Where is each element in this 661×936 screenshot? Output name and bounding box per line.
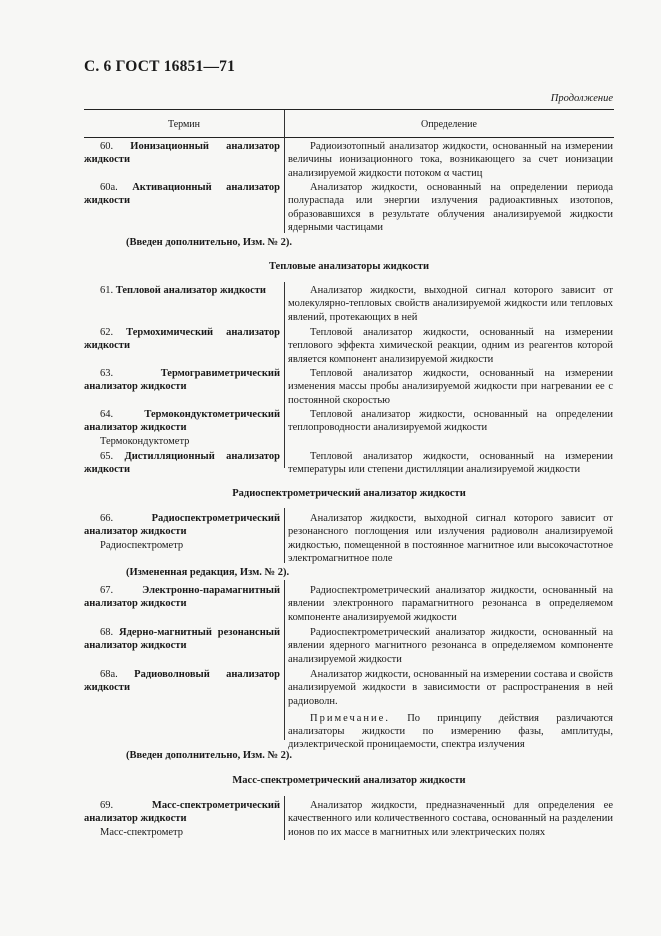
column-divider — [284, 110, 285, 137]
term-definition-text: Анализатор жидкости, основанный на измерении состава и свойств анализируемой жидкости в зависимости от распространения в ней радиоволн. — [288, 669, 613, 707]
note-label: Примечание. — [310, 712, 390, 724]
term-definition: Радиоспектрометрический анализатор жидкости, основанный на явлении ядерного магнитного резонанса в определяемом компоненте анализируемой жидкости — [288, 627, 613, 665]
table-header — [84, 110, 614, 137]
column-header-definition: Определение — [421, 119, 477, 130]
amendment-note: (Введен дополнительно, Изм. № 2). — [126, 750, 293, 761]
term-name: Дистилляционный анализатор жидкости — [84, 451, 280, 476]
term-definition: Тепловой анализатор жидкости, основанный на измерении теплового эффекта химической реакции, одним из реагентов которой является компонент анализируемой жидкости — [288, 327, 613, 365]
column-divider — [284, 137, 285, 233]
term-name: Радиоволновый анализатор жидкости — [84, 669, 280, 694]
term-definition: Тепловой анализатор жидкости, основанный на определении теплопроводности анализируемой жидкости — [288, 409, 613, 434]
term-name: Тепловой анализатор жидкости — [115, 285, 266, 296]
term-synonym: Термокондуктометр — [100, 435, 190, 447]
term-definition: Радиоспектрометрический анализатор жидкости, основанный на явлении электронного парамагнитного резонанса в определяемом компоненте анализируемой жидкости — [288, 585, 613, 623]
term-synonym: Радиоспектрометр — [100, 539, 184, 551]
term-definition: Анализатор жидкости, предназначенный для определения ее качественного или количественного состава, основанный на разделении ионов по их массе в магнитных или электрических полях — [288, 800, 613, 838]
section-heading: Радиоспектрометрический анализатор жидкости — [232, 488, 466, 499]
column-divider — [284, 282, 285, 468]
term-definition: Тепловой анализатор жидкости, основанный на измерении температуры или степени дистилляции анализируемой жидкости — [288, 451, 613, 476]
term-name: Электронно-парамагнитный анализатор жидкости — [84, 585, 280, 610]
amendment-note: (Измененная редакция, Изм. № 2). — [126, 567, 290, 578]
term-name: Ионизационный анализатор жидкости — [84, 141, 281, 166]
term-name: Термокондуктометрический анализатор жидкости — [84, 409, 280, 434]
column-divider — [284, 508, 285, 563]
column-header-term: Термин — [167, 119, 201, 130]
term-definition: Радиоизотопный анализатор жидкости, основанный на измерении величины ионизационного тока, возникающего за счет ионизации анализируемой жидкости потоком α частиц — [288, 141, 613, 179]
page-header: С. 6 ГОСТ 16851—71 — [84, 58, 236, 75]
term-definition: Анализатор жидкости, выходной сигнал которого зависит от резонансного поглощения или излучения радиоволн анализируемой жидкостью, помещенной в постоянное магнитное или высокочастотное электромагнитное поле — [288, 513, 613, 564]
column-divider — [284, 580, 285, 740]
term-name: Ядерно-магнитный резонансный анализатор жидкости — [84, 627, 280, 652]
term-synonym: Масс-спектрометр — [100, 826, 184, 838]
term-name: Радиоспектрометрический анализатор жидкости — [84, 513, 280, 538]
note-text: По принципу действия различаются анализаторы жидкости по измерению фазы, амплитуды, диэлектрической проницаемости, спектра излучения — [288, 712, 613, 751]
section-heading: Масс-спектрометрический анализатор жидкости — [232, 775, 466, 786]
term-definition: Анализатор жидкости, основанный на определении периода полураспада или энергии излучения радиоактивных изотопов, образовавшихся в результате облучения анализируемой жидкости ядерными частицами — [288, 182, 613, 233]
term-name: Масс-спектрометрический анализатор жидкости — [84, 800, 280, 825]
amendment-note: (Введен дополнительно, Изм. № 2). — [126, 237, 293, 248]
continuation-label: Продолжение — [550, 93, 613, 104]
term-name: Активационный анализатор жидкости — [84, 182, 280, 207]
table-header-rule — [84, 137, 614, 138]
term-definition — [288, 668, 613, 752]
term-definition: Тепловой анализатор жидкости, основанный на измерении изменения массы пробы анализируемой жидкости при нагревании ее с постоянной скоростью — [288, 368, 613, 406]
term-name: Термохимический анализатор жидкости — [84, 327, 281, 352]
section-heading: Тепловые анализаторы жидкости — [268, 261, 430, 272]
column-divider — [284, 796, 285, 840]
term-name: Термогравиметрический анализатор жидкости — [84, 368, 280, 393]
term-definition: Анализатор жидкости, выходной сигнал которого зависит от молекулярно-тепловых свойств анализируемой жидкости или тепловых явлений, протекающих в ней — [288, 285, 613, 323]
